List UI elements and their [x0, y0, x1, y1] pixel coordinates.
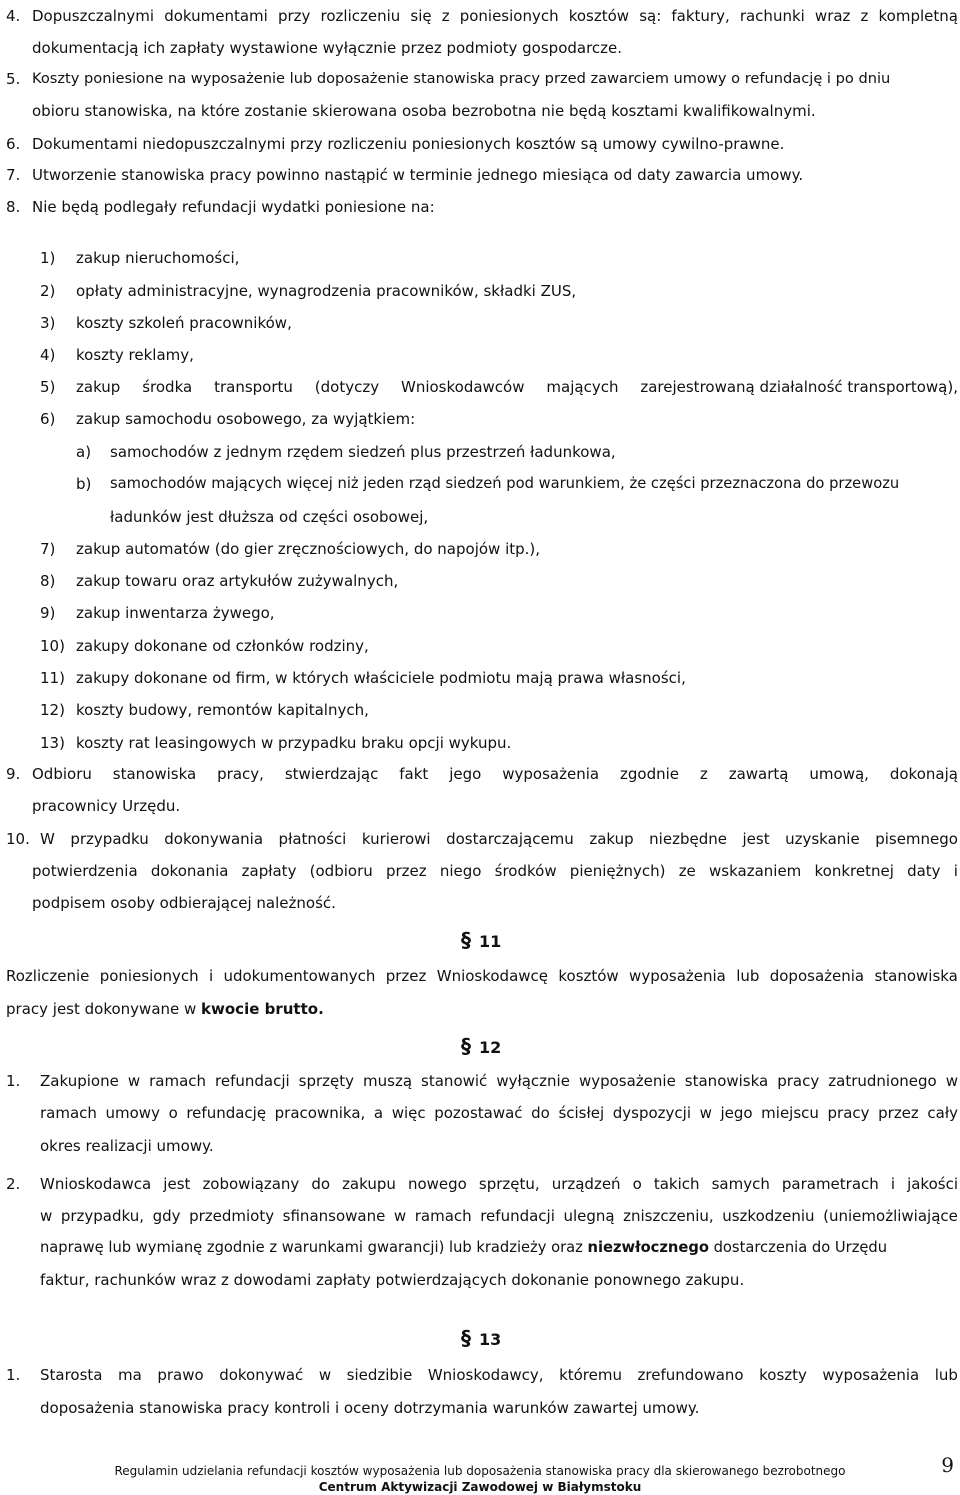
- p8-item-4-number: 4): [40, 346, 56, 364]
- s12-item-1-line-1: [40, 1071, 958, 1091]
- word: się: [410, 7, 432, 25]
- s12-item-2-line-2: [40, 1206, 958, 1226]
- word: Starosta: [40, 1366, 103, 1384]
- word: parametrach: [781, 1175, 879, 1193]
- word: udokumentowanych: [223, 967, 376, 985]
- s12-item-2-line-4: faktur, rachunków wraz z dowodami zapłaty potwierdzających dokonanie ponownego zakupu.: [40, 1271, 745, 1289]
- word: w: [318, 1366, 332, 1384]
- word: zobowiązany: [202, 1175, 300, 1193]
- word: płatności: [278, 830, 347, 848]
- word: koszty: [759, 1366, 807, 1384]
- section-11-number: 11: [479, 932, 502, 951]
- word: wyposażenie: [578, 1072, 676, 1090]
- word: niezbędne: [649, 830, 727, 848]
- word: z: [860, 7, 869, 25]
- word: przez: [878, 1104, 919, 1122]
- word: któremu: [559, 1366, 622, 1384]
- s12-item-1-number: 1.: [6, 1072, 21, 1090]
- p7-number: 7.: [6, 166, 21, 184]
- word: urządzeń: [551, 1175, 621, 1193]
- word: pracy,: [217, 765, 264, 783]
- p8-line-1: Nie będą podlegały refundacji wydatki poniesione na:: [32, 198, 435, 216]
- word: o: [632, 1175, 642, 1193]
- word: uszkodzeniu: [722, 1207, 815, 1225]
- word: Wnioskodawcę: [436, 967, 549, 985]
- word: pisemnego: [875, 830, 958, 848]
- word: ulegną: [563, 1207, 615, 1225]
- p10-line-2: [32, 861, 958, 881]
- word: zgodnie: [620, 765, 679, 783]
- s12-item-2-line-3: [40, 1238, 887, 1258]
- p5-number: 5.: [6, 70, 21, 88]
- word: sfinansowane: [282, 1207, 386, 1225]
- word: ma: [118, 1366, 142, 1384]
- word: jest: [163, 1175, 191, 1193]
- p9-line-2: pracownicy Urzędu.: [32, 797, 181, 815]
- word: z: [699, 765, 708, 783]
- word: cały: [927, 1104, 958, 1122]
- word: i: [890, 1175, 896, 1193]
- p8-item-1-number: 1): [40, 249, 56, 267]
- word: stanowiska: [874, 967, 958, 985]
- word: dostarczającemu: [446, 830, 574, 848]
- word: daty: [907, 862, 941, 880]
- word: (odbioru: [309, 862, 373, 880]
- word: w: [393, 1207, 407, 1225]
- p6-line-1: Dokumentami niedopuszczalnymi przy rozliczeniu poniesionych kosztów są umowy cywilno-prawne.: [32, 135, 785, 153]
- p8-item-5-number: 5): [40, 378, 56, 396]
- word: przy: [277, 7, 311, 25]
- p8-item-2-number: 2): [40, 282, 56, 300]
- word: z: [441, 7, 450, 25]
- word: dokonają: [889, 765, 958, 783]
- word: przez: [385, 967, 427, 985]
- p8-sub-a-letter: a): [76, 443, 92, 461]
- p8-item-8-text: zakup towaru oraz artykułów zużywalnych,: [76, 572, 399, 590]
- s13-item-1-line-2: doposażenia stanowiska pracy kontroli i oceny dotrzymania warunków zawartej umowy.: [40, 1399, 700, 1417]
- word: transportu: [214, 378, 293, 396]
- s13-item-1-line-1: [40, 1365, 958, 1385]
- s12-item-2-number: 2.: [6, 1175, 21, 1193]
- word: przypadku: [70, 830, 149, 848]
- word: dokumentami: [164, 7, 268, 25]
- page-number: 9: [941, 1453, 954, 1477]
- p8-item-10-number: 10): [40, 637, 65, 655]
- s11-line-1: [6, 966, 958, 986]
- word: (dotyczy: [314, 378, 380, 396]
- p8-item-12-text: koszty budowy, remontów kapitalnych,: [76, 701, 369, 719]
- word: zakup: [76, 378, 121, 396]
- word: Zakupione: [40, 1072, 119, 1090]
- word: ramach: [40, 1104, 97, 1122]
- word: niego: [439, 862, 482, 880]
- word: do: [311, 1175, 331, 1193]
- word: ramach: [414, 1207, 472, 1225]
- word: pracy: [827, 1104, 870, 1122]
- s13-item-1-number: 1.: [6, 1366, 21, 1384]
- word: sprzętu,: [478, 1175, 540, 1193]
- word: kompletną: [878, 7, 958, 25]
- p4-number: 4.: [6, 7, 21, 25]
- word: poniesionych: [459, 7, 559, 25]
- word: dokonywania: [164, 830, 264, 848]
- p8-item-6-text: zakup samochodu osobowego, za wyjątkiem:: [76, 410, 416, 428]
- word: a: [373, 1104, 384, 1122]
- word: refundację: [186, 1104, 267, 1122]
- word: dokonywać: [219, 1366, 304, 1384]
- word: zniszczeniu,: [623, 1207, 714, 1225]
- p8-item-3-number: 3): [40, 314, 56, 332]
- s11-line-2: [6, 999, 324, 1019]
- p7-line-1: Utworzenie stanowiska pracy powinno nastąpić w terminie jednego miesiąca od daty zawarcia umowy.: [32, 166, 804, 184]
- section-11-heading: [461, 930, 501, 952]
- word: (uniemożliwiające: [823, 1207, 958, 1225]
- p8-sub-a-text: samochodów z jednym rzędem siedzeń plus przestrzeń ładunkowa,: [110, 443, 616, 461]
- word: jego: [449, 765, 482, 783]
- word: takich: [653, 1175, 700, 1193]
- word: przez: [385, 862, 427, 880]
- word: dokonania: [150, 862, 229, 880]
- word: fakt: [399, 765, 429, 783]
- p8-item-9-text: zakup inwentarza żywego,: [76, 604, 275, 622]
- word: pracownika,: [274, 1104, 366, 1122]
- word: Wnioskodawcy,: [427, 1366, 544, 1384]
- p8-item-10-text: zakupy dokonane od członków rodziny,: [76, 637, 369, 655]
- word: do: [531, 1104, 550, 1122]
- word: środka: [142, 378, 193, 396]
- p8-item-11-text: zakupy dokonane od firm, w których właściciele podmiotu mają prawa własności,: [76, 669, 686, 687]
- word: jakości: [907, 1175, 958, 1193]
- word: w: [699, 1104, 712, 1122]
- word: konkretnej: [814, 862, 894, 880]
- word: refundacji: [215, 1072, 290, 1090]
- word: w: [945, 1072, 958, 1090]
- s11-line-2-bold: kwocie brutto.: [201, 1000, 324, 1018]
- word: zatrudnionego: [828, 1072, 937, 1090]
- word: uzyskanie: [785, 830, 860, 848]
- word: lub: [736, 967, 760, 985]
- word: zapłaty: [241, 862, 297, 880]
- p8-item-5-text: [76, 377, 958, 397]
- section-13-number: 13: [479, 1330, 502, 1349]
- p8-item-3-text: koszty szkoleń pracowników,: [76, 314, 292, 332]
- word: pracy: [777, 1072, 820, 1090]
- word: samych: [711, 1175, 770, 1193]
- word: poniesionych: [99, 967, 199, 985]
- word: i: [208, 967, 214, 985]
- s12-item-2-line-1: [40, 1174, 958, 1194]
- p4-line-2: dokumentacją ich zapłaty wystawione wyłącznie przez podmioty gospodarcze.: [32, 39, 623, 57]
- p8-sub-b-text: samochodów mających więcej niż jeden rząd siedzeń pod warunkiem, że części przeznaczona do przewozu: [110, 475, 900, 492]
- p8-item-7-text: zakup automatów (do gier zręcznościowych, do napojów itp.),: [76, 540, 541, 558]
- word: kosztów: [558, 967, 619, 985]
- word: przedmioty: [189, 1207, 275, 1225]
- section-sign: §: [461, 1034, 471, 1058]
- footer-line-1: Regulamin udzielania refundacji kosztów wyposażenia lub doposażenia stanowiska pracy dla skierowanego bezrobotnego: [114, 1464, 846, 1478]
- word: potwierdzenia: [32, 862, 138, 880]
- section-sign: §: [461, 1326, 471, 1350]
- word: W: [40, 830, 55, 848]
- word: wyposażenia: [822, 1366, 920, 1384]
- word: stanowiska: [112, 765, 197, 783]
- word: Wnioskodawców: [401, 378, 525, 396]
- word: pieniężnych): [569, 862, 666, 880]
- word: ścisłej: [558, 1104, 605, 1122]
- word: zarejestrowaną działalność transportową),: [640, 378, 958, 396]
- word: stwierdzając: [284, 765, 379, 783]
- word: muszą: [363, 1072, 413, 1090]
- p8-item-8-number: 8): [40, 572, 56, 590]
- s12-item-1-line-3: okres realizacji umowy.: [40, 1137, 214, 1155]
- word: w: [40, 1207, 53, 1225]
- section-12-number: 12: [479, 1038, 502, 1057]
- p10-line-1: [40, 829, 958, 849]
- p8-sub-b-letter: b): [76, 475, 92, 493]
- word: o: [168, 1104, 178, 1122]
- p9-number: 9.: [6, 765, 21, 783]
- word: pozostawać: [434, 1104, 523, 1122]
- section-13-heading: [461, 1328, 501, 1350]
- p10-line-3: podpisem osoby odbierającej należność.: [32, 894, 336, 912]
- p4-line-1: [32, 6, 958, 26]
- footer-line-2: Centrum Aktywizacji Zawodowej w Białymstoku: [318, 1480, 642, 1494]
- p8-number: 8.: [6, 198, 21, 216]
- word: lub: [934, 1366, 958, 1384]
- word: i: [953, 862, 958, 880]
- p8-item-7-number: 7): [40, 540, 56, 558]
- p8-item-9-number: 9): [40, 604, 56, 622]
- p8-item-13-number: 13): [40, 734, 65, 752]
- word: wyposażenia: [502, 765, 600, 783]
- word: Odbioru: [32, 765, 92, 783]
- word: kosztów: [568, 7, 630, 25]
- word: wraz: [814, 7, 851, 25]
- word: prawo: [157, 1366, 204, 1384]
- word: zrefundowano: [637, 1366, 744, 1384]
- p8-item-13-text: koszty rat leasingowych w przypadku braku opcji wykupu.: [76, 734, 512, 752]
- word: kurierowi: [361, 830, 431, 848]
- s12-item-2-line-3-text: naprawę lub wymianę zgodnie z warunkami gwarancji) lub kradzieży oraz: [40, 1239, 588, 1256]
- word: więc: [391, 1104, 426, 1122]
- p8-item-2-text: opłaty administracyjne, wynagrodzenia pracowników, składki ZUS,: [76, 282, 577, 300]
- word: nowego: [407, 1175, 467, 1193]
- p9-line-1: [32, 764, 958, 784]
- section-12-heading: [461, 1036, 501, 1058]
- word: mających: [546, 378, 619, 396]
- word: środków: [494, 862, 557, 880]
- p8-item-12-number: 12): [40, 701, 65, 719]
- p8-item-6-number: 6): [40, 410, 56, 428]
- word: wyłącznie: [496, 1072, 570, 1090]
- word: stanowiska: [684, 1072, 769, 1090]
- word: wyposażenia: [629, 967, 726, 985]
- section-sign: §: [461, 928, 471, 952]
- word: umową,: [809, 765, 869, 783]
- word: miejscu: [761, 1104, 819, 1122]
- word: zakup: [589, 830, 634, 848]
- word: rachunki: [739, 7, 805, 25]
- p8-item-4-text: koszty reklamy,: [76, 346, 194, 364]
- word: doposażenia: [769, 967, 865, 985]
- word: przypadku,: [60, 1207, 145, 1225]
- p8-sub-b-text-2: ładunków jest dłuższa od części osobowej,: [110, 508, 429, 526]
- word: Dopuszczalnymi: [32, 7, 155, 25]
- p8-item-1-text: zakup nieruchomości,: [76, 249, 240, 267]
- word: rozliczeniu: [320, 7, 401, 25]
- word: sprzęty: [298, 1072, 355, 1090]
- word: stanowić: [421, 1072, 488, 1090]
- p10-number: 10.: [6, 830, 30, 848]
- word: w: [127, 1072, 141, 1090]
- word: umowy: [105, 1104, 160, 1122]
- word: siedzibie: [346, 1366, 413, 1384]
- p8-item-11-number: 11): [40, 669, 65, 687]
- p6-number: 6.: [6, 135, 21, 153]
- word: jego: [720, 1104, 753, 1122]
- s12-item-2-line-3-bold: niezwłocznego: [587, 1239, 709, 1256]
- s12-item-1-line-2: [40, 1103, 958, 1123]
- word: dyspozycji: [612, 1104, 691, 1122]
- word: wskazaniem: [709, 862, 802, 880]
- word: Wnioskodawca: [40, 1175, 152, 1193]
- word: są:: [639, 7, 662, 25]
- word: refundacji: [480, 1207, 555, 1225]
- word: gdy: [152, 1207, 181, 1225]
- word: Rozliczenie: [6, 967, 90, 985]
- word: jest: [742, 830, 770, 848]
- s11-line-2-text: pracy jest dokonywane w: [6, 1000, 202, 1018]
- word: ramach: [149, 1072, 207, 1090]
- p5-line-2: obioru stanowiska, na które zostanie skierowana osoba bezrobotna nie będą kosztami kwalifikowalnymi.: [32, 102, 816, 120]
- s12-item-2-line-3-tail: dostarczenia do Urzędu: [708, 1239, 888, 1256]
- word: ze: [678, 862, 696, 880]
- word: zakupu: [342, 1175, 396, 1193]
- p5-line-1: Koszty poniesione na wyposażenie lub doposażenie stanowiska pracy przed zawarciem umowy o refundację i po dniu: [32, 70, 891, 87]
- word: zawartą: [728, 765, 789, 783]
- word: faktury,: [671, 7, 730, 25]
